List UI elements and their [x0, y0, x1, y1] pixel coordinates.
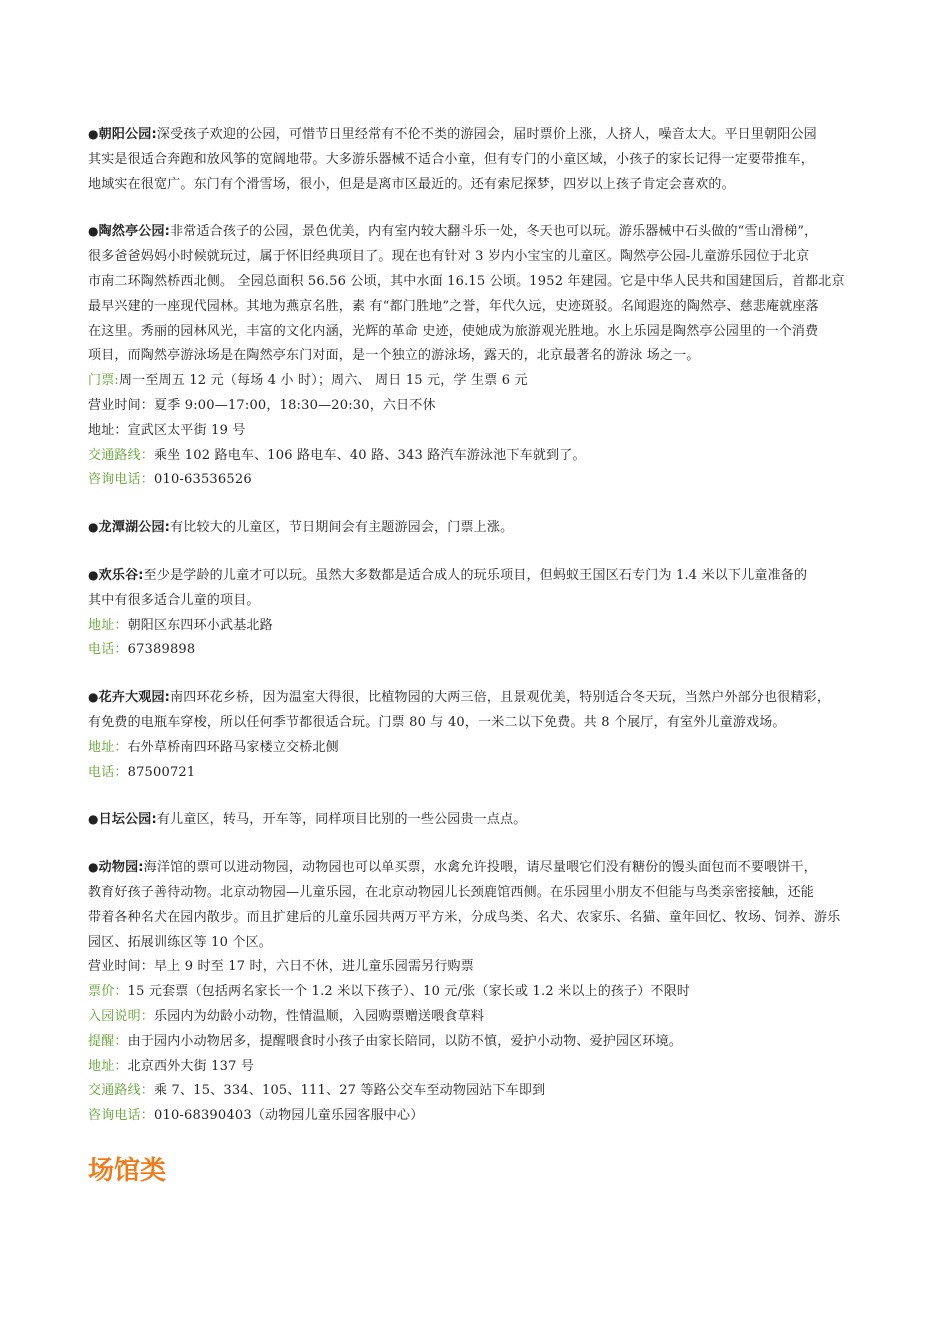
info-address [88, 419, 870, 444]
entry-title: 花卉大观园: [98, 690, 171, 706]
info-value: 早上 9 时至 17 时，六日不休，进儿童乐园需另行购票 [154, 959, 474, 975]
entry-line [88, 685, 870, 711]
bullet-icon: ● [88, 812, 99, 827]
entry-flower-garden [88, 685, 870, 785]
entry-ritan-park [88, 807, 870, 833]
bullet-icon: ● [88, 860, 99, 875]
entry-text: 其实是很适合奔跑和放风筝的宽阔地带。大多游乐器械不适合小童，但有专门的小童区域，小孩子的家长记得一定要带推车， [88, 151, 815, 167]
bullet-icon: ● [88, 520, 99, 535]
entry-text: 深受孩子欢迎的公园，可惜节日里经常有不伦不类的游园会，届时票价上涨，人挤人，噪音太大。平日里朝阳公园 [156, 127, 817, 142]
entry-title: 朝阳公园: [98, 127, 157, 142]
entry-line [88, 855, 870, 881]
info-phone [88, 1104, 870, 1129]
info-transport [88, 444, 870, 469]
info-transport [88, 1079, 870, 1104]
info-value: 乐园内为幼龄小动物，性情温顺，入园购票赠送喂食草料 [154, 1008, 485, 1024]
entry-title: 日坛公园: [98, 812, 157, 828]
info-label: 门票: [88, 373, 119, 389]
bullet-icon: ● [88, 690, 99, 705]
entry-text: 有免费的电瓶车穿梭，所以任何季节都很适合玩。门票 80 与 40，一米二以下免费。共 8 个展厅，有室外儿童游戏场。 [88, 714, 786, 730]
entry-text: 在这里。秀丽的园林风光，丰富的文化内涵，光辉的革命 史迹，使她成为旅游观光胜地。水上乐园是陶然亭公园里的一个消费 [88, 323, 819, 339]
entry-taoranting-park [88, 219, 870, 493]
entry-line [88, 515, 870, 541]
info-label: 咨询电话： [88, 472, 155, 488]
info-hours [88, 394, 870, 419]
entry-chaoyang-park [88, 122, 870, 197]
entry-line [88, 807, 870, 833]
info-label: 营业时间： [88, 397, 155, 413]
info-value: 朝阳区东四环小武基北路 [127, 617, 273, 633]
entry-line [88, 563, 870, 589]
entry-happy-valley [88, 563, 870, 663]
section-heading: 场馆类 [88, 1155, 167, 1186]
entry-text: 带着各种名犬在园内散步。而且扩建后的儿童乐园共两万平方米，分成鸟类、名犬、农家乐、名猫、童年回忆、牧场、饲养、游乐 [88, 909, 841, 925]
bullet-icon: ● [88, 224, 99, 239]
entry-zoo [88, 855, 870, 1129]
entry-text: 最早兴建的一座现代园林。其地为燕京名胜，素 有“都门胜地”之誉，年代久远，史迹斑驳。名闻遐迩的陶然亭、慈悲庵就座落 [88, 298, 819, 314]
info-value: 67389898 [127, 642, 196, 658]
info-label: 票价： [88, 984, 128, 1000]
entry-text: 市南二环陶然桥西北侧。 全园总面积 56.56 公顷，其中水面 16.15 公顷。1952 年建园。它是中华人民共和国建国后，首都北京 [88, 273, 845, 289]
info-phone [88, 638, 870, 663]
entry-text: 有儿童区，转马，开车等，同样项目比别的一些公园贵一点点。 [156, 812, 527, 828]
info-address [88, 1055, 870, 1080]
info-hours [88, 955, 870, 980]
entry-text: 海洋馆的票可以进动物园，动物园也可以单买票，水禽允许投喂，请尽量喂它们没有糖份的馒头面包而不要喂饼干， [143, 860, 817, 876]
info-value: 15 元套票（包括两名家长一个 1.2 米以下孩子）、10 元/张（家长或 1.2 米以上的孩子）不限时 [127, 984, 691, 1000]
info-value: 周一至周五 12 元（每场 4 小 时）；周六、 周日 15 元，学 生票 6 元 [118, 373, 528, 389]
info-value: 87500721 [127, 764, 196, 780]
entry-title: 欢乐谷: [98, 567, 144, 583]
entry-text: 园区、拓展训练区等 10 个区。 [88, 934, 273, 950]
info-value: 北京西外大街 137 号 [127, 1058, 255, 1074]
info-value: 宣武区太平街 19 号 [127, 422, 246, 438]
info-ticket [88, 369, 870, 394]
entry-title: 动物园: [98, 860, 144, 876]
info-address [88, 614, 870, 639]
info-entry-notes [88, 1005, 870, 1030]
info-phone [88, 761, 870, 786]
entry-longtanhu-park [88, 515, 870, 541]
entry-text: 南四环花乡桥，因为温室大得很，比植物园的大两三倍，且景观优美，特别适合冬天玩，当然户外部分也很精彩， [170, 690, 831, 706]
info-value: 右外草桥南四环路马家楼立交桥北侧 [127, 739, 339, 755]
entry-text: 非常适合孩子的公园，景色优美，内有室内较大翻斗乐一处，冬天也可以玩。游乐器械中石头做的“雪山滑梯”， [170, 224, 818, 240]
info-value: 夏季 9:00—17:00，18:30—20:30，六日不休 [154, 397, 436, 413]
info-label: 地址： [88, 617, 128, 633]
info-address [88, 736, 870, 761]
entry-text: 其中有很多适合儿童的项目。 [88, 592, 260, 608]
entry-text: 项目，而陶然亭游泳场是在陶然亭东门对面，是一个独立的游泳场，露天的，北京最著名的游泳 场之一。 [88, 348, 700, 364]
bullet-icon: ● [88, 127, 99, 141]
entry-title: 陶然亭公园: [98, 224, 171, 240]
entry-text: 地域实在很宽广。东门有个滑雪场，很小，但是是离市区最近的。还有索尼探梦，四岁以上孩子肯定会喜欢的。 [88, 176, 735, 192]
info-label: 咨询电话： [88, 1108, 155, 1124]
info-phone [88, 468, 870, 493]
info-ticket [88, 980, 870, 1005]
info-label: 地址： [88, 1058, 128, 1074]
info-label: 提醒： [88, 1033, 128, 1049]
info-value: 乘坐 102 路电车、106 路电车、40 路、343 路汽车游泳池下车就到了。 [154, 447, 586, 463]
info-label: 交通路线： [88, 447, 155, 463]
entry-title: 龙潭湖公园: [98, 520, 171, 536]
info-label: 入园说明： [88, 1008, 155, 1024]
info-label: 电话： [88, 642, 128, 658]
entry-line [88, 219, 870, 245]
info-value: 010-63536526 [154, 472, 252, 488]
info-value: 乘 7、15、334、105、111、27 等路公交车至动物园站下车即到 [154, 1083, 546, 1099]
document-page [88, 122, 870, 1191]
info-value: 由于园内小动物居多，提醒喂食时小孩子由家长陪同，以防不慎，爱护小动物、爱护园区环境。 [127, 1033, 683, 1049]
entry-text: 至少是学龄的儿童才可以玩。虽然大多数都是适合成人的玩乐项目，但蚂蚁王国区石专门为 1.4 米以下儿童准备的 [143, 567, 808, 583]
entry-text: 教育好孩子善待动物。北京动物园—儿童乐园，在北京动物园儿长颈鹿馆西侧。在乐园里小朋友不但能与鸟类亲密接触，还能 [88, 884, 815, 900]
info-value: 010-68390403（动物园儿童乐园客服中心） [154, 1108, 424, 1124]
info-label: 交通路线： [88, 1083, 155, 1099]
bullet-icon: ● [88, 567, 99, 582]
info-label: 电话： [88, 764, 128, 780]
entry-line [88, 122, 870, 148]
info-label: 地址： [88, 739, 128, 755]
info-label: 营业时间： [88, 959, 155, 975]
info-label: 地址： [88, 422, 128, 438]
info-reminder [88, 1030, 870, 1055]
entry-text: 有比较大的儿童区，节日期间会有主题游园会，门票上涨。 [170, 520, 514, 536]
entry-text: 很多爸爸妈妈小时候就玩过，属于怀旧经典项目了。现在也有针对 3 岁内小宝宝的儿童区。陶然亭公园-儿童游乐园位于北京 [88, 249, 810, 265]
